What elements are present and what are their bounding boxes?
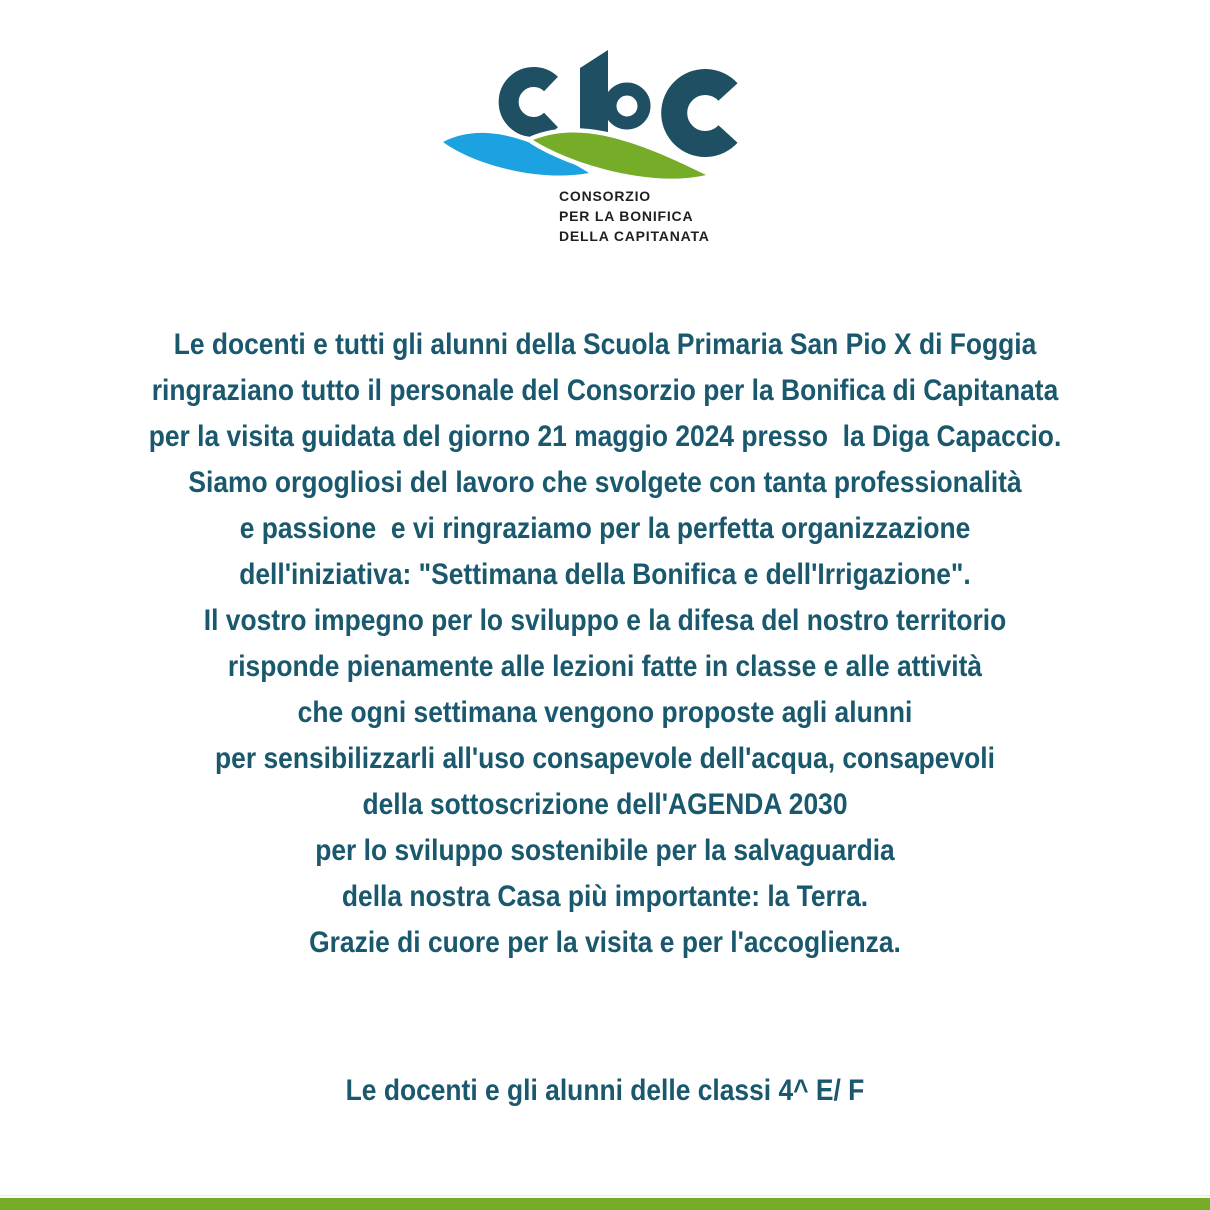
- message-line: della nostra Casa più importante: la Terra.: [341, 880, 869, 913]
- logo-caption: [559, 186, 757, 246]
- signature-line: Le docenti e gli alunni delle classi 4^ E/ F: [345, 1074, 865, 1107]
- footer-hairline: [0, 1195, 1210, 1196]
- logo-caption-line: DELLA CAPITANATA: [559, 228, 710, 244]
- message-line: ringraziano tutto il personale del Consorzio per la Bonifica di Capitanata: [151, 374, 1059, 407]
- message-line: Grazie di cuore per la visita e per l'accoglienza.: [309, 926, 901, 959]
- consortium-logo: [441, 0, 757, 246]
- message-line: che ogni settimana vengono proposte agli alunni: [297, 696, 913, 729]
- message-line: Le docenti e tutti gli alunni della Scuola Primaria San Pio X di Foggia: [173, 328, 1037, 361]
- message-line: Il vostro impegno per lo sviluppo e la difesa del nostro territorio: [203, 604, 1007, 637]
- message-line: e passione e vi ringraziamo per la perfetta organizzazione: [239, 512, 971, 545]
- message-line: dell'iniziativa: "Settimana della Bonifica e dell'Irrigazione".: [239, 558, 971, 591]
- footer-green-bar: [0, 1198, 1210, 1210]
- message-line: risponde pienamente alle lezioni fatte in classe e alle attività: [227, 650, 983, 683]
- message-line: per la visita guidata del giorno 21 maggio 2024 presso la Diga Capaccio.: [148, 420, 1062, 453]
- message-line: della sottoscrizione dell'AGENDA 2030: [362, 788, 848, 821]
- signature-block: [0, 1068, 1210, 1114]
- logo-caption-line: PER LA BONIFICA: [559, 208, 694, 224]
- message-line: per lo sviluppo sostenibile per la salvaguardia: [315, 834, 895, 867]
- message-line: Siamo orgogliosi del lavoro che svolgete con tanta professionalità: [188, 466, 1022, 499]
- thank-you-message: [0, 322, 1210, 966]
- logo-caption-line: CONSORZIO: [559, 188, 651, 204]
- cbc-logo-icon: [441, 40, 757, 180]
- message-line: per sensibilizzarli all'uso consapevole dell'acqua, consapevoli: [215, 742, 995, 775]
